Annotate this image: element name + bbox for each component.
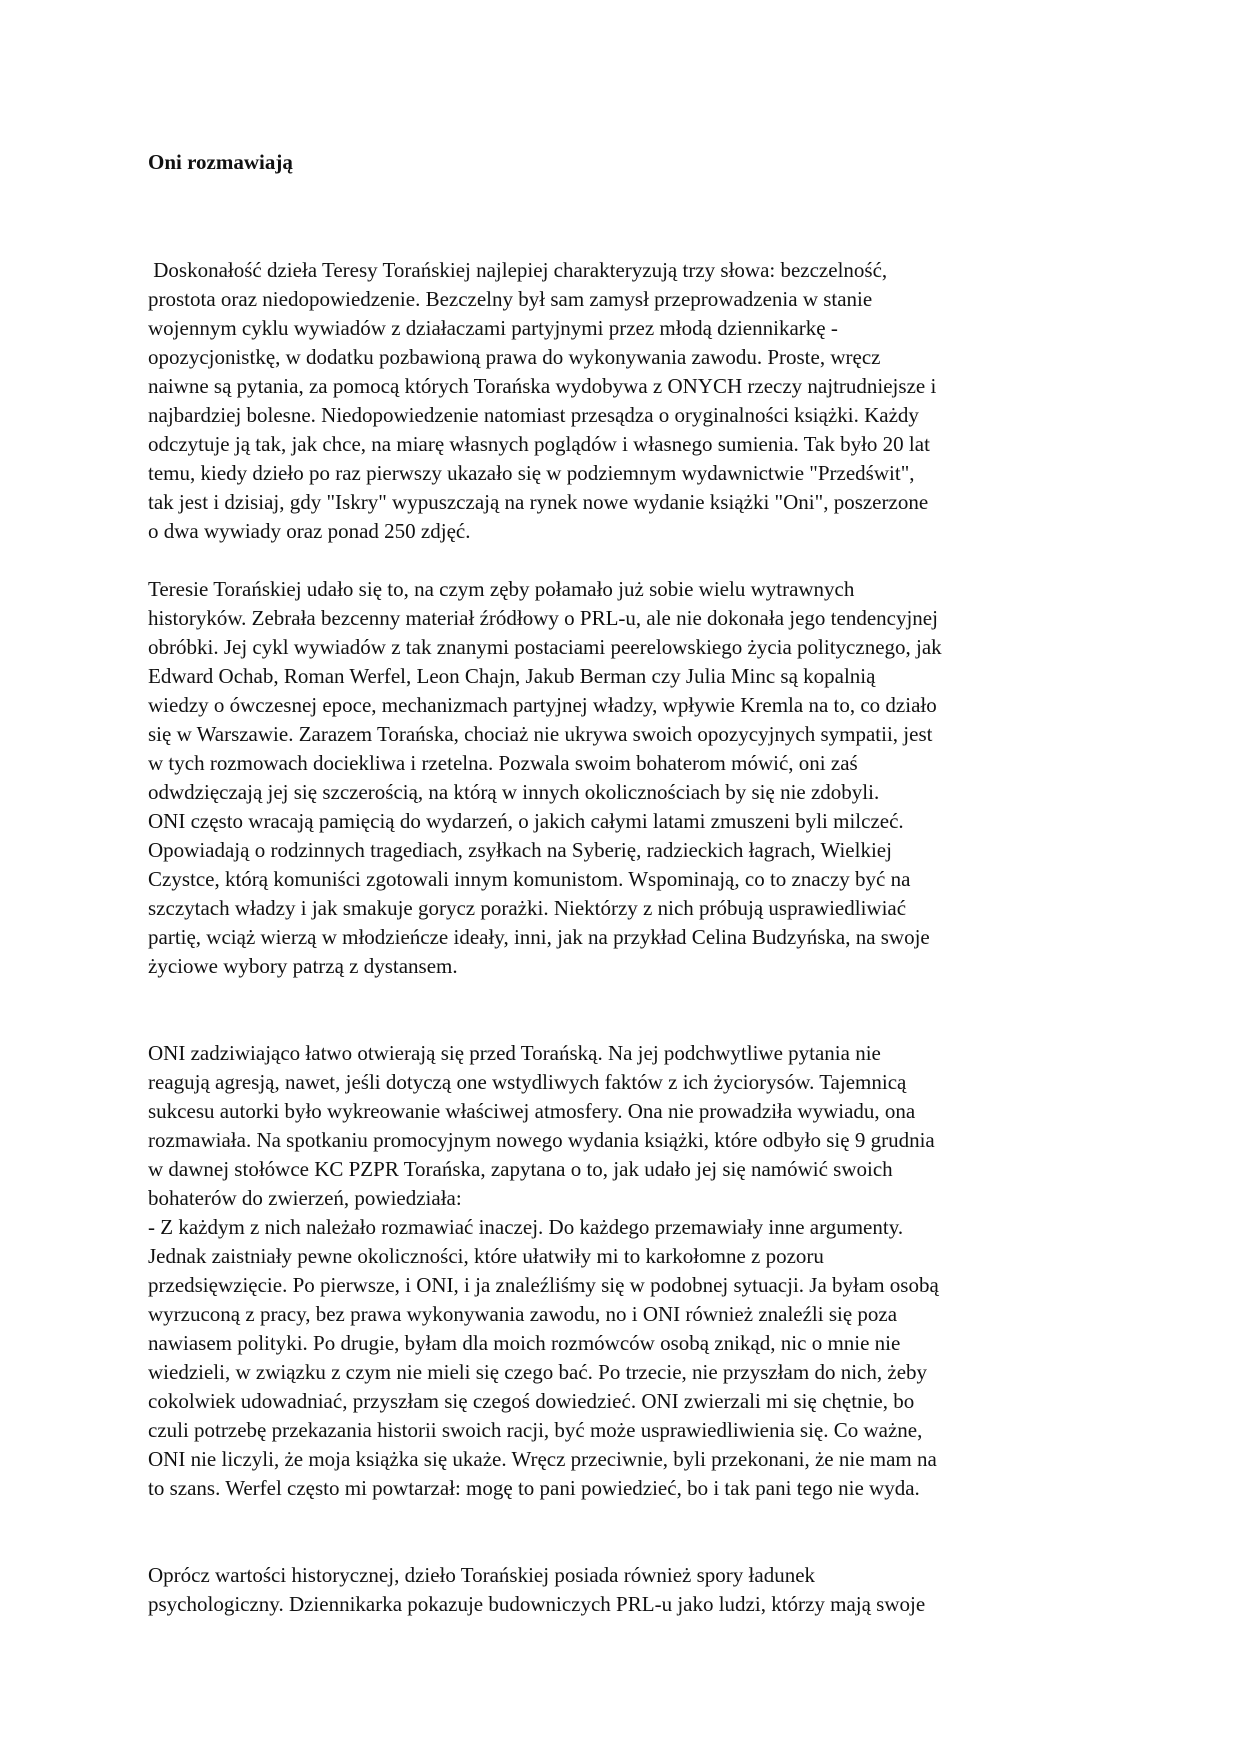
text-line: temu, kiedy dzieło po raz pierwszy ukazało się w podziemnym wydawnictwie "Przedświt",	[148, 461, 915, 485]
text-line: wiedzieli, w związku z czym nie mieli się czego bać. Po trzecie, nie przyszłam do nich, żeby	[148, 1360, 928, 1384]
text-line: czuli potrzebę przekazania historii swoich racji, być może usprawiedliwienia się. Co ważne,	[148, 1418, 923, 1442]
spacer	[148, 546, 1098, 575]
text-line: Doskonałość dzieła Teresy Torańskiej najlepiej charakteryzują trzy słowa: bezczelność,	[148, 258, 888, 282]
paragraph-1	[148, 256, 1098, 546]
text-line: to szans. Werfel często mi powtarzał: mogę to pani powiedzieć, bo i tak pani tego nie wyda.	[148, 1476, 920, 1500]
text-line: wojennym cyklu wywiadów z działaczami partyjnymi przez młodą dziennikarkę -	[148, 316, 838, 340]
text-line: Jednak zaistniały pewne okoliczności, które ułatwiły mi to karkołomne z pozoru	[148, 1244, 824, 1268]
paragraph-2	[148, 575, 1098, 981]
spacer	[148, 1503, 1098, 1561]
text-line: nawiasem polityki. Po drugie, byłam dla moich rozmówców osobą znikąd, nic o mnie nie	[148, 1331, 901, 1355]
text-line: o dwa wywiady oraz ponad 250 zdjęć.	[148, 519, 471, 543]
text-line: w tych rozmowach dociekliwa i rzetelna. Pozwala swoim bohaterom mówić, oni zaś	[148, 751, 858, 775]
text-line: Edward Ochab, Roman Werfel, Leon Chajn, Jakub Berman czy Julia Minc są kopalnią	[148, 664, 876, 688]
text-line: ONI nie liczyli, że moja książka się ukaże. Wręcz przeciwnie, byli przekonani, że nie mam na	[148, 1447, 937, 1471]
text-line: cokolwiek udowadniać, przyszłam się czegoś dowiedzieć. ONI zwierzali mi się chętnie, bo	[148, 1389, 915, 1413]
text-line: historyków. Zebrała bezcenny materiał źródłowy o PRL-u, ale nie dokonała jego tendencyjnej	[148, 606, 938, 630]
text-line: opozycjonistkę, w dodatku pozbawioną prawa do wykonywania zawodu. Proste, wręcz	[148, 345, 881, 369]
text-line: w dawnej stołówce KC PZPR Torańska, zapytana o to, jak udało jej się namówić swoich	[148, 1157, 893, 1181]
text-line: tak jest i dzisiaj, gdy "Iskry" wypuszczają na rynek nowe wydanie książki "Oni", poszerzone	[148, 490, 929, 514]
text-line: się w Warszawie. Zarazem Torańska, chociaż nie ukrywa swoich opozycyjnych sympatii, jest	[148, 722, 933, 746]
text-line: ONI zadziwiająco łatwo otwierają się przed Torańską. Na jej podchwytliwe pytania nie	[148, 1041, 881, 1065]
text-line: odwdzięczają jej się szczerością, na którą w innych okolicznościach by się nie zdobyli.	[148, 780, 880, 804]
text-line: wyrzuconą z pracy, bez prawa wykonywania zawodu, no i ONI również znaleźli się poza	[148, 1302, 898, 1326]
text-line: prostota oraz niedopowiedzenie. Bezczelny był sam zamysł przeprowadzenia w stanie	[148, 287, 873, 311]
text-line: rozmawiała. Na spotkaniu promocyjnym nowego wydania książki, które odbyło się 9 grudnia	[148, 1128, 935, 1152]
text-line: ONI często wracają pamięcią do wydarzeń, o jakich całymi latami zmuszeni byli milczeć.	[148, 809, 904, 833]
paragraph-4	[148, 1561, 1098, 1619]
spacer	[148, 981, 1098, 1039]
text-line: partię, wciąż wierzą w młodzieńcze ideały, inni, jak na przykład Celina Budzyńska, na swoje	[148, 925, 930, 949]
text-line: życiowe wybory patrzą z dystansem.	[148, 954, 458, 978]
text-line: obróbki. Jej cykl wywiadów z tak znanymi postaciami peerelowskiego życia politycznego, jak	[148, 635, 942, 659]
text-line: najbardziej bolesne. Niedopowiedzenie natomiast przesądza o oryginalności książki. Każdy	[148, 403, 919, 427]
document-title: Oni rozmawiają	[148, 150, 293, 174]
text-line: Czystce, którą komuniści zgotowali innym komunistom. Wspominają, co to znaczy być na	[148, 867, 911, 891]
text-line: wiedzy o ówczesnej epoce, mechanizmach partyjnej władzy, wpływie Kremla na to, co działo	[148, 693, 937, 717]
text-line: naiwne są pytania, za pomocą których Torańska wydobywa z ONYCH rzeczy najtrudniejsze i	[148, 374, 937, 398]
text-line: szczytach władzy i jak smakuje gorycz porażki. Niektórzy z nich próbują usprawiedliwiać	[148, 896, 907, 920]
text-line: sukcesu autorki było wykreowanie właściwej atmosfery. Ona nie prowadziła wywiadu, ona	[148, 1099, 916, 1123]
text-line: przedsięwzięcie. Po pierwsze, i ONI, i ja znaleźliśmy się w podobnej sytuacji. Ja byłam osobą	[148, 1273, 939, 1297]
spacer	[148, 227, 1098, 256]
document-page	[148, 148, 1098, 1619]
text-line: odczytuje ją tak, jak chce, na miarę własnych poglądów i własnego sumienia. Tak było 20 lat	[148, 432, 930, 456]
text-line: bohaterów do zwierzeń, powiedziała:	[148, 1186, 462, 1210]
text-line: - Z każdym z nich należało rozmawiać inaczej. Do każdego przemawiały inne argumenty.	[148, 1215, 904, 1239]
paragraph-3	[148, 1039, 1098, 1503]
text-line: Oprócz wartości historycznej, dzieło Torańskiej posiada również spory ładunek	[148, 1563, 816, 1587]
text-line: reagują agresją, nawet, jeśli dotyczą one wstydliwych faktów z ich życiorysów. Tajemnicą	[148, 1070, 907, 1094]
text-line: Opowiadają o rodzinnych tragediach, zsyłkach na Syberię, radzieckich łagrach, Wielkiej	[148, 838, 892, 862]
text-line: psychologiczny. Dziennikarka pokazuje budowniczych PRL-u jako ludzi, którzy mają swoje	[148, 1592, 926, 1616]
text-line: Teresie Torańskiej udało się to, na czym zęby połamało już sobie wielu wytrawnych	[148, 577, 855, 601]
